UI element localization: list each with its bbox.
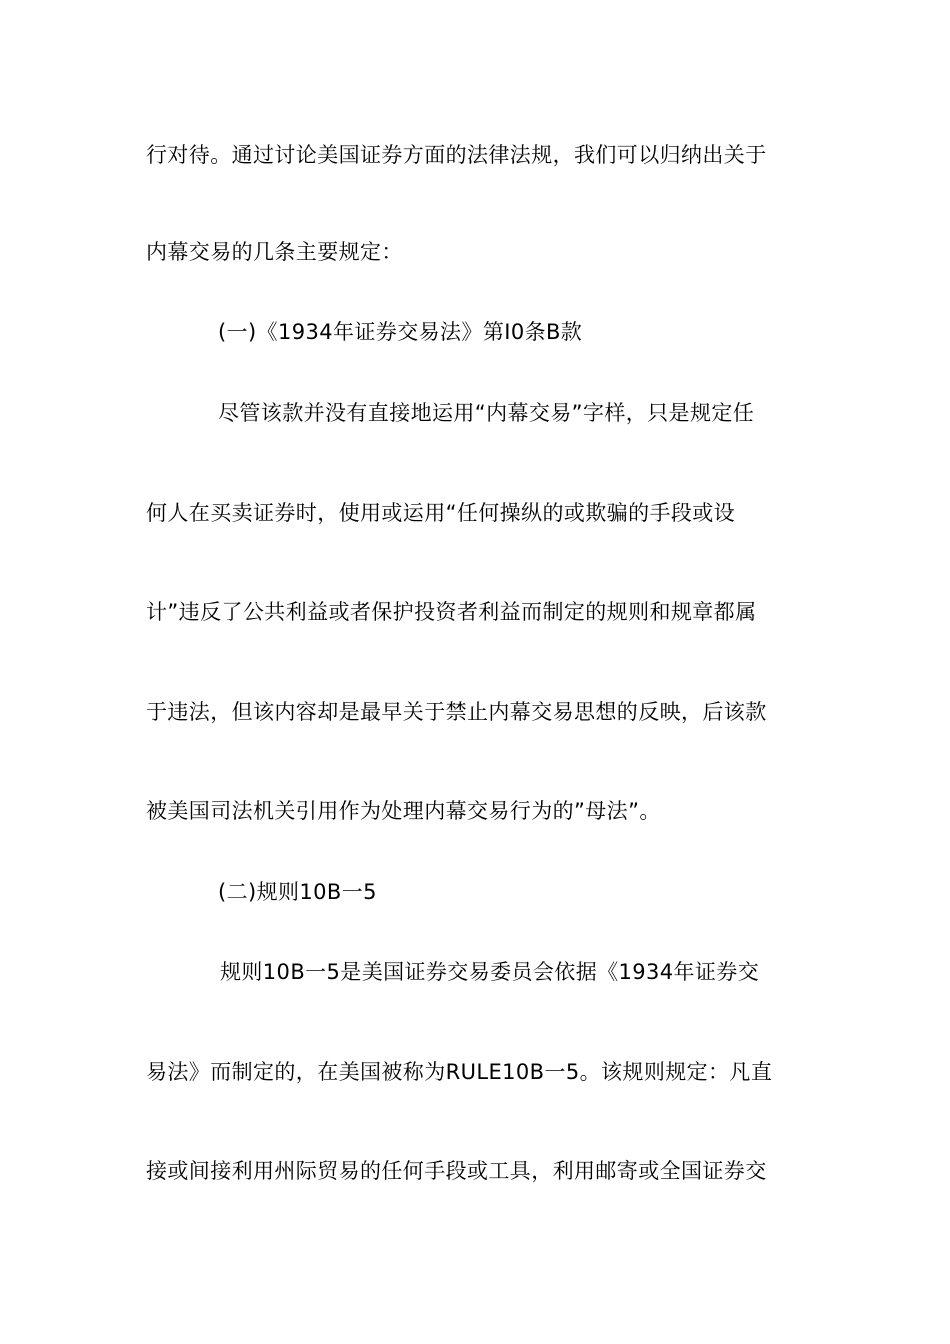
- paragraph-line-1: 行对待。通过讨论美国证券方面的法律法规，我们可以归纳出关于: [146, 143, 767, 167]
- paragraph-line-10: 接或间接利用州际贸易的任何手段或工具，利用邮寄或全国证券交: [146, 1159, 767, 1183]
- paragraph-line-4: 何人在买卖证券时，使用或运用“任何操纵的或欺骗的手段或设: [146, 501, 736, 525]
- section-heading-1: (一)《1934年证券交易法》第I0条B款: [218, 320, 583, 344]
- paragraph-line-9: 易法》而制定的，在美国被称为RULE10B一5。该规则规定：凡直: [146, 1060, 773, 1084]
- paragraph-line-3: 尽管该款并没有直接地运用“内幕交易”字样，只是规定任: [218, 401, 755, 425]
- paragraph-line-7: 被美国司法机关引用作为处理内幕交易行为的”母法”。: [146, 799, 661, 823]
- paragraph-line-5: 计”违反了公共利益或者保护投资者利益而制定的规则和规章都属: [146, 600, 757, 624]
- section-heading-2: (二)规则10B一5: [218, 880, 377, 904]
- paragraph-line-8: 规则10B一5是美国证券交易委员会依据《1934年证券交: [220, 960, 760, 984]
- paragraph-line-2: 内幕交易的几条主要规定：: [146, 240, 403, 264]
- paragraph-line-6: 于违法，但该内容却是最早关于禁止内幕交易思想的反映，后该款: [146, 700, 767, 724]
